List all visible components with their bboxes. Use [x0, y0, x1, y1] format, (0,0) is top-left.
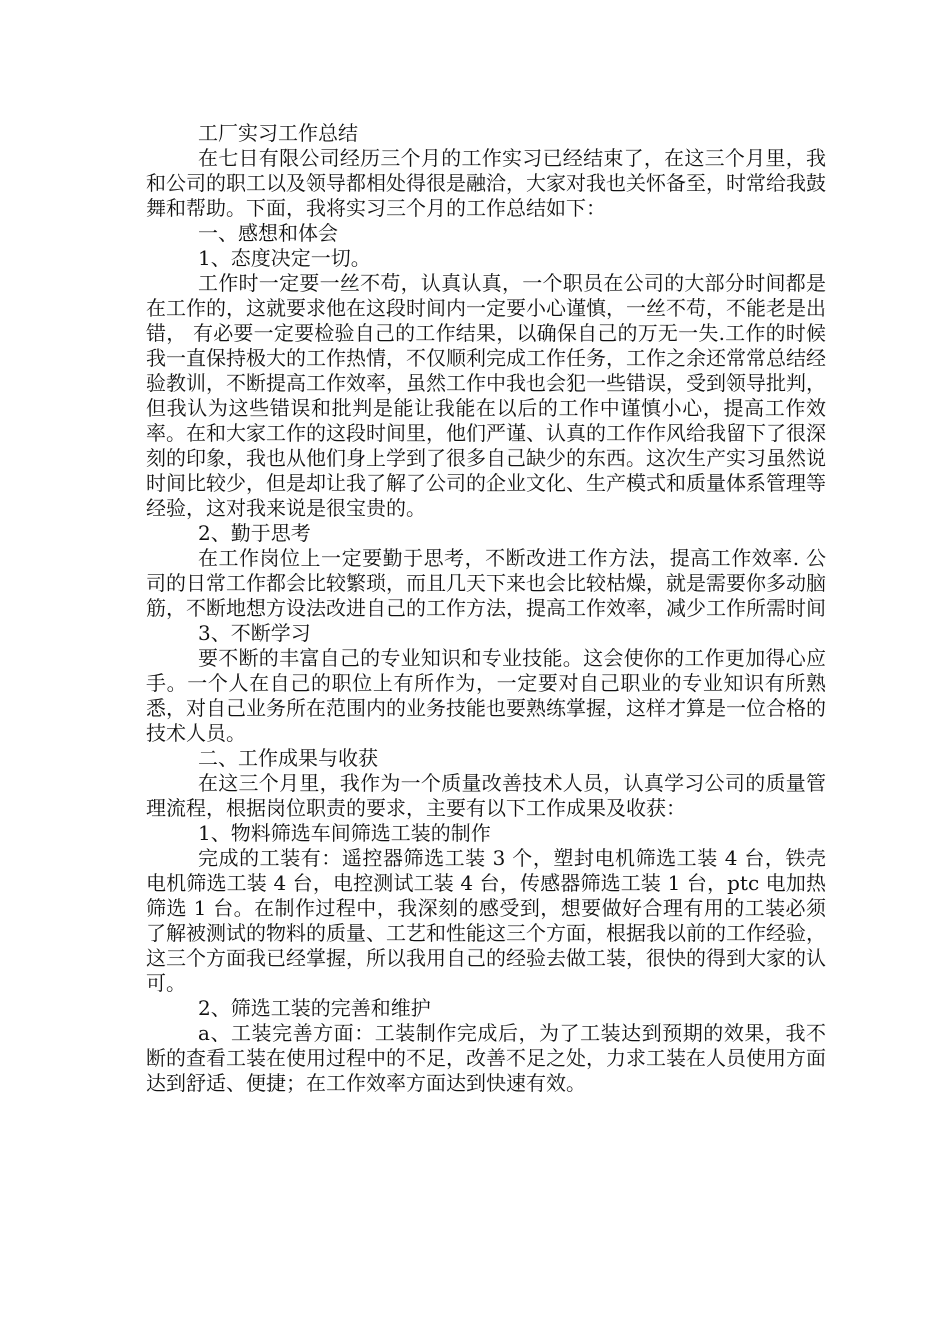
subheading-attitude: 1、态度决定一切。 — [198, 246, 371, 270]
section-heading-2: 二、工作成果与收获 — [198, 746, 378, 770]
paragraph-thinking: 在工作岗位上一定要勤于思考，不断改进工作方法，提高工作效率. 公司的日常工作都会比较繁琐，而且几天下来也会比较枯燥，就是需要你多动脑筋，不断地想方设法改进自己的工作方法，提高工作效率，减少工作所需时间 — [146, 546, 826, 620]
subheading-thinking: 2、勤于思考 — [198, 521, 311, 545]
paragraph-fixture-making: 完成的工装有：遥控器筛选工装 3 个，塑封电机筛选工装 4 台，铁壳电机筛选工装 4 台，电控测试工装 4 台，传感器筛选工装 1 台，ptc 电加热筛选 1 台。在制作过程中，我深刻的感受到，想要做好合理有用的工装必须了解被测试的物料的质量、工艺和性能这三个方面，根据我以前的工作经验，这三个方面我已经掌握，所以我用自己的经验去做工装，很快的得到大家的认可。 — [146, 846, 826, 995]
paragraph-learning: 要不断的丰富自己的专业知识和专业技能。这会使你的工作更加得心应手。一个人在自己的职位上有所作为，一定要对自己职业的专业知识有所熟悉，对自己业务所在范围内的业务技能也要熟练掌握，这样才算是一位合格的技术人员。 — [146, 646, 826, 745]
subheading-fixture-maintenance: 2、筛选工装的完善和维护 — [198, 996, 431, 1020]
subheading-learning: 3、不断学习 — [198, 621, 311, 645]
document-body — [146, 121, 826, 1096]
document-title: 工厂实习工作总结 — [198, 121, 358, 145]
section-heading-1: 一、感想和体会 — [198, 221, 338, 245]
intro-paragraph: 在七日有限公司经历三个月的工作实习已经结束了，在这三个月里，我和公司的职工以及领导都相处得很是融洽，大家对我也关怀备至，时常给我鼓舞和帮助。下面，我将实习三个月的工作总结如下： — [146, 146, 826, 220]
paragraph-results-intro: 在这三个月里，我作为一个质量改善技术人员，认真学习公司的质量管理流程，根据岗位职责的要求，主要有以下工作成果及收获： — [146, 771, 826, 820]
paragraph-fixture-improvement: a、工装完善方面：工装制作完成后，为了工装达到预期的效果，我不断的查看工装在使用过程中的不足，改善不足之处，力求工装在人员使用方面达到舒适、便捷；在工作效率方面达到快速有效。 — [146, 1021, 826, 1095]
paragraph-attitude: 工作时一定要一丝不苟，认真认真，一个职员在公司的大部分时间都是在工作的，这就要求他在这段时间内一定要小心谨慎，一丝不苟，不能老是出错， 有必要一定要检验自己的工作结果，以确保自己的万无一失.工作的时候我一直保持极大的工作热情，不仅顺利完成工作任务，工作之余还常常总结经验教训，不断提高工作效率，虽然工作中我也会犯一些错误，受到领导批判，但我认为这些错误和批判是能让我能在以后的工作中谨慎小心，提高工作效率。在和大家工作的这段时间里，他们严谨、认真的工作作风给我留下了很深刻的印象，我也从他们身上学到了很多自己缺少的东西。这次生产实习虽然说时间比较少，但是却让我了解了公司的企业文化、生产模式和质量体系管理等经验，这对我来说是很宝贵的。 — [146, 271, 826, 520]
subheading-fixture-making: 1、物料筛选车间筛选工装的制作 — [198, 821, 491, 845]
